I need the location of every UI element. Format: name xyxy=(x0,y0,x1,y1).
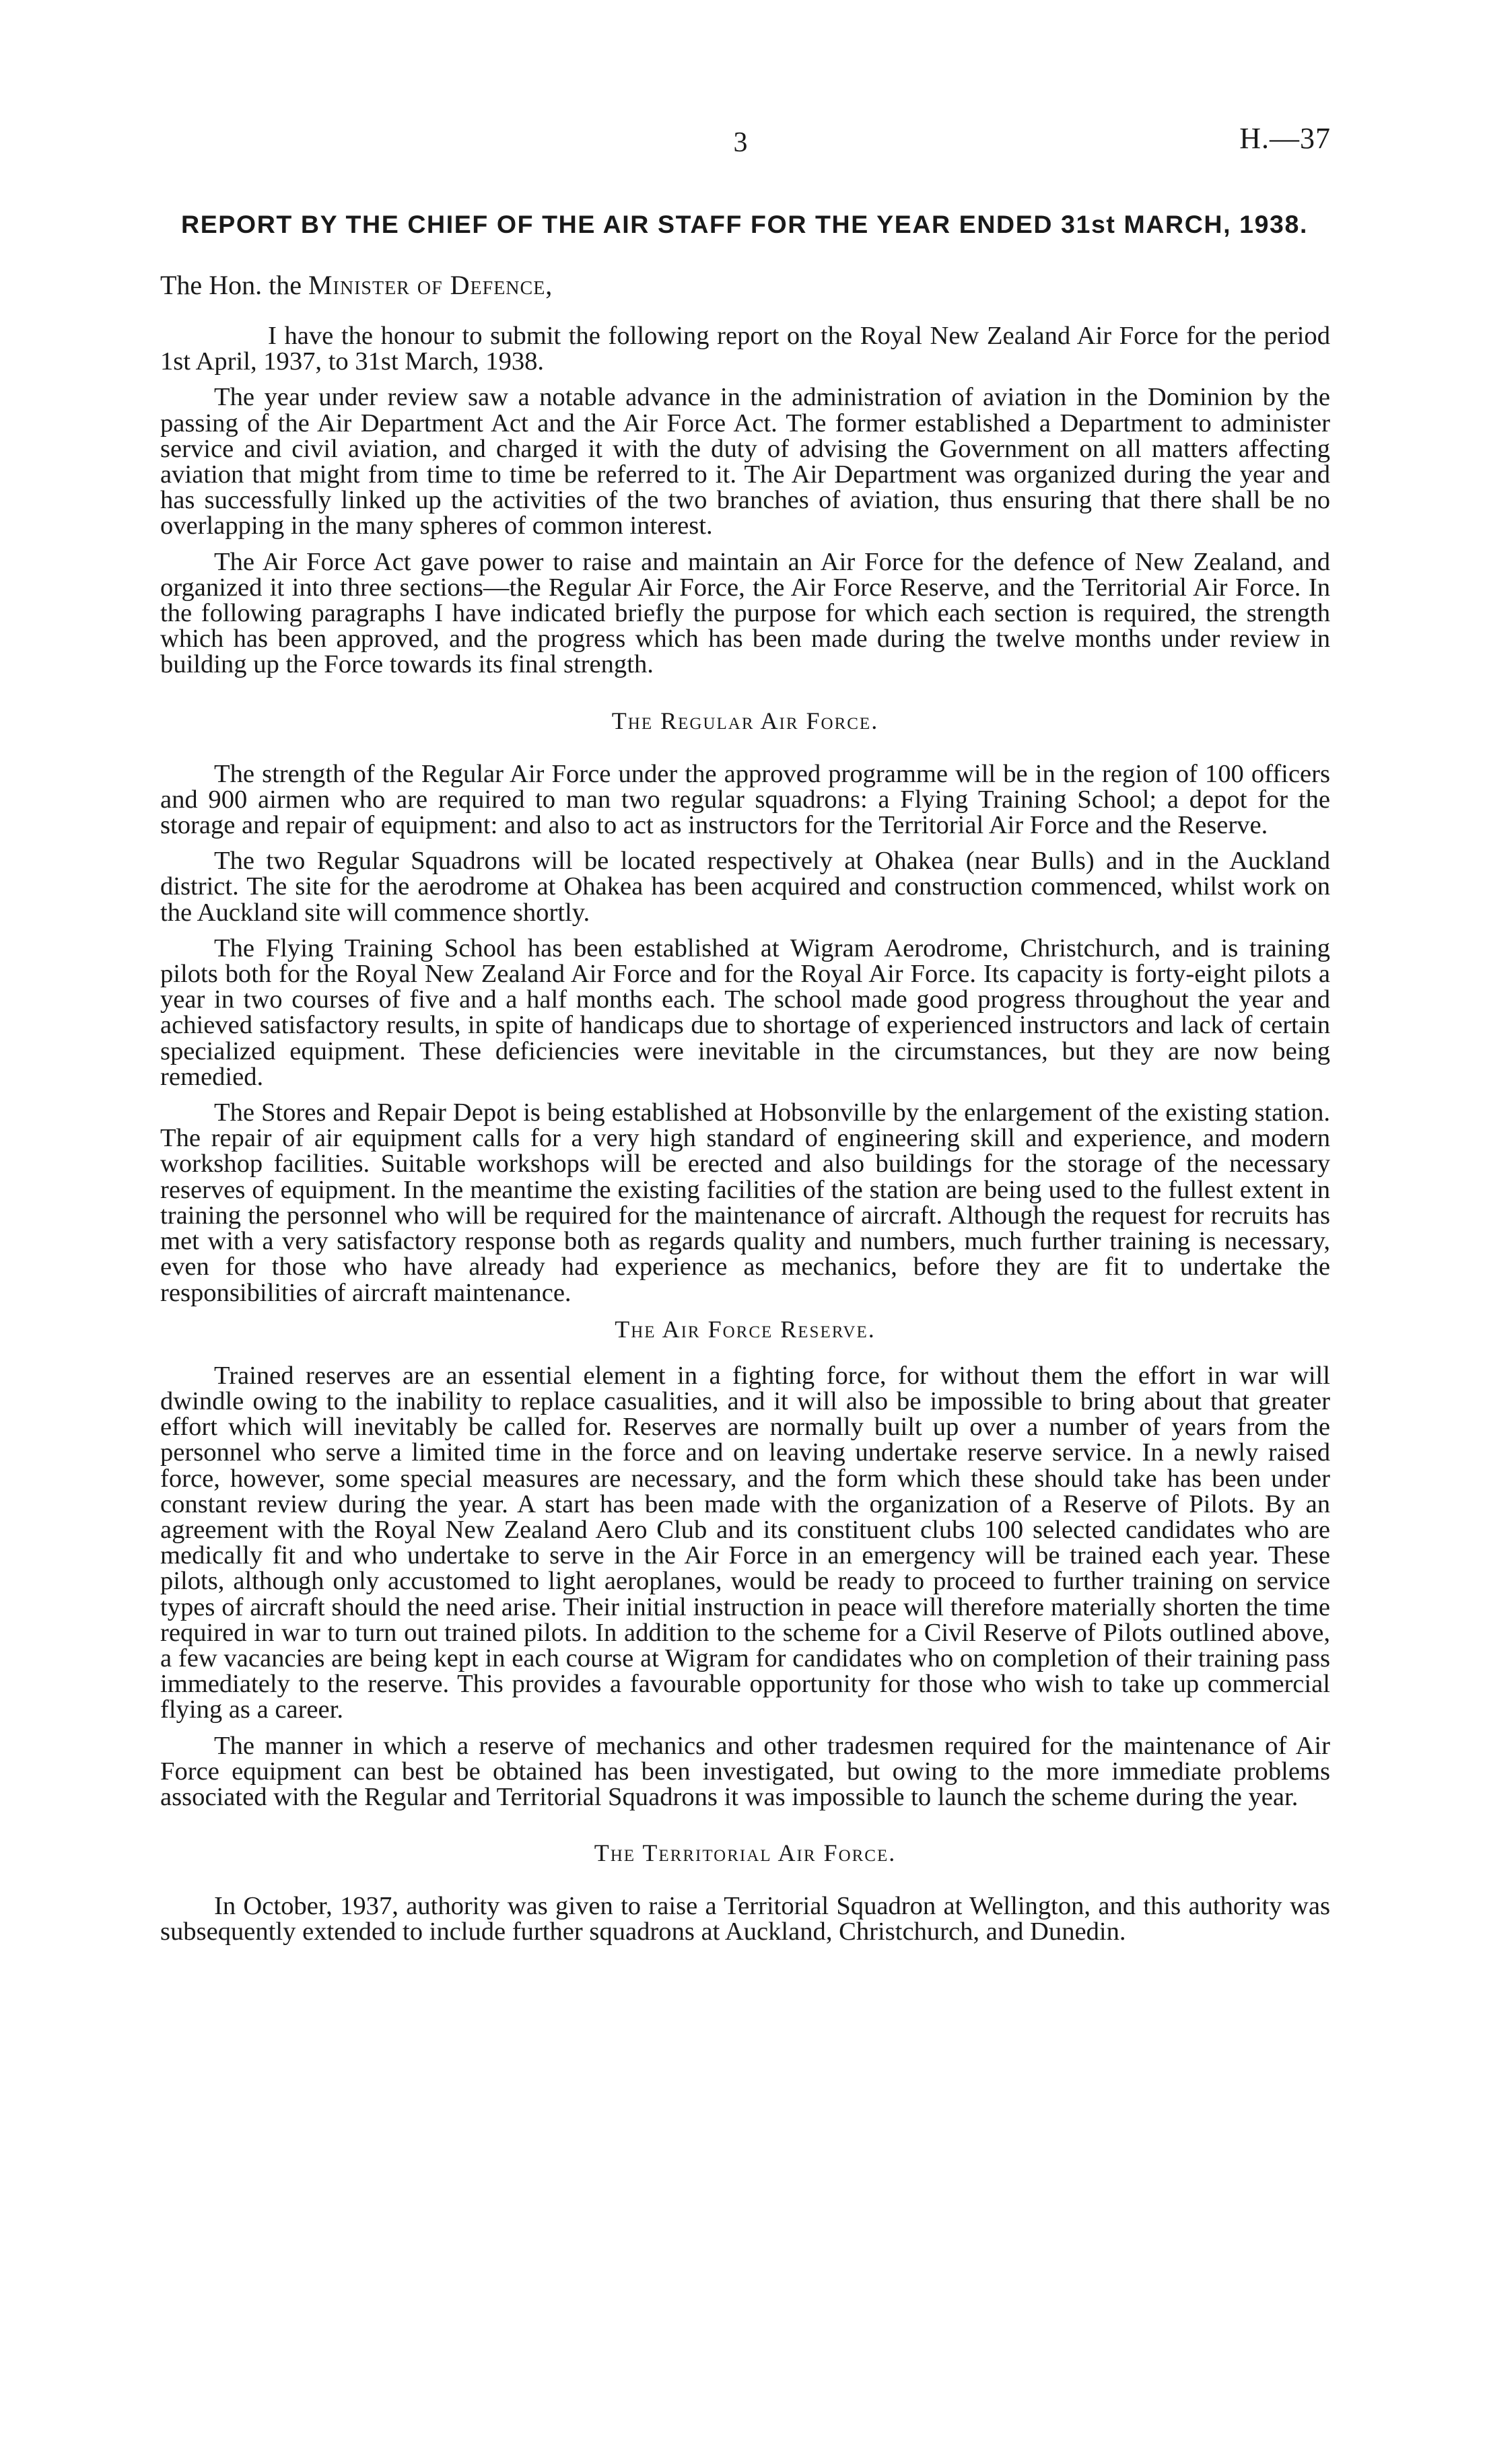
paragraph-stores-repair-depot: The Stores and Repair Depot is being established at Hobsonville by the enlargement of the existing station. The repair of air equipment calls for a very high standard of engineering skill and experience, and modern workshop facilities. Suitable workshops will be erected and also buildings for the storage of the necessary reserves of equipment. In the meantime the existing facilities of the station are being used to the fullest extent in training the personnel who will be required for the maintenance of aircraft. Although the request for recruits has met with a very satisfactory response both as regards quality and numbers, much further training is necessary, even for those who have already had experience as mechanics, before they are fit to undertake the responsibilities of aircraft maintenance. xyxy=(160,1098,1330,1307)
section-heading-territorial-air-force: The Territorial Air Force. xyxy=(594,1839,897,1867)
report-title: REPORT BY THE CHIEF OF THE AIR STAFF FOR THE YEAR ENDED 31st MARCH, 1938. xyxy=(181,210,1308,238)
paragraph-administration: The year under review saw a notable advance in the administration of aviation in the Dominion by the passing of the Air Department Act and the Air Force Act. The former established a Department to administer service and civil aviation, and charged it with the duty of advising the Government on all matters affecting aviation that might from time to time be referred to it. The Air Department was organized during the year and has successfully linked up the activities of the two branches of aviation, thus ensuring that there shall be no overlapping in the many spheres of common interest. xyxy=(160,383,1330,540)
page-number: 3 xyxy=(733,127,748,158)
paragraph-reserve-mechanics: The manner in which a reserve of mechanics and other tradesmen required for the maintenance of Air Force equipment can best be obtained has been investigated, but owing to the more immediate problems associated with the Regular and Territorial Squadrons it was impossible to launch the scheme during the year. xyxy=(160,1731,1330,1811)
salutation-prefix: The Hon. the xyxy=(160,270,302,300)
report-body xyxy=(160,323,1330,1955)
salutation-addressee: Minister of Defence, xyxy=(308,270,553,300)
paragraph-regular-squadrons: The two Regular Squadrons will be located respectively at Ohakea (near Bulls) and in the Auckland district. The site for the aerodrome at Ohakea has been acquired and construction commenced, whilst work on the Auckland site will commence shortly. xyxy=(160,847,1330,927)
section-heading-regular-air-force: The Regular Air Force. xyxy=(611,707,879,734)
salutation xyxy=(160,269,553,301)
paragraph-flying-training-school: The Flying Training School has been established at Wigram Aerodrome, Christchurch, and is training pilots both for the Royal New Zealand Air Force and for the Royal Air Force. Its capacity is forty-eight pilots a year in two courses of five and a half months each. The school made good progress throughout the year and achieved satisfactory results, in spite of handicaps due to shortage of experienced instructors and lack of certain specialized equipment. These deficiencies were inevitable in the circumstances, but they are now being remedied. xyxy=(160,934,1330,1091)
paragraph-regular-strength: The strength of the Regular Air Force under the approved programme will be in the region of 100 officers and 900 airmen who are required to man two regular squadrons: a Flying Training School; a depot for the storage and repair of equipment: and also to act as instructors for the Territorial Air Force and the Reserve. xyxy=(160,759,1330,840)
section-heading-air-force-reserve: The Air Force Reserve. xyxy=(615,1315,876,1343)
paragraph-trained-reserves: Trained reserves are an essential element in a fighting force, for without them the effort in war will dwindle owing to the inability to replace casualities, and it will also be impossible to bring about that greater effort which will inevitably be called for. Reserves are normally built up over a number of years from the personnel who serve a limited time in the force and on leaving undertake reserve service. In a newly raised force, however, some special measures are necessary, and the form which these should take has been under constant review during the year. A start has been made with the organization of a Reserve of Pilots. By an agreement with the Royal New Zealand Aero Club and its constituent clubs 100 selected candidates who are medically fit and who undertake to serve in the Air Force in an emergency will be trained each year. These pilots, although only accustomed to light aeroplanes, would be ready to proceed to further training on service types of aircraft should the need arise. Their initial instruction in peace will therefore materially shorten the time required in war to turn out trained pilots. In addition to the scheme for a Civil Reserve of Pilots outlined above, a few vacancies are being kept in each course at Wigram for candidates who on completion of their training pass immediately to the reserve. This provides a favourable opportunity for those who wish to take up commercial flying as a career. xyxy=(160,1361,1330,1724)
paragraph-air-force-act: The Air Force Act gave power to raise and maintain an Air Force for the defence of New Zealand, and organized it into three sections—the Regular Air Force, the Air Force Reserve, and the Territorial Air Force. In the following paragraphs I have indicated briefly the purpose for which each section is required, the strength which has been approved, and the progress which has been made during the twelve months under review in building up the Force towards its final strength. xyxy=(160,547,1330,679)
document-reference: H.—37 xyxy=(1239,122,1331,155)
paragraph-territorial-squadrons: In October, 1937, authority was given to raise a Territorial Squadron at Wellington, and this authority was subsequently extended to include further squadrons at Auckland, Christchurch, and Dunedin. xyxy=(160,1892,1330,1946)
paragraph-introduction: I have the honour to submit the following report on the Royal New Zealand Air Force for the period 1st April, 1937, to 31st March, 1938. xyxy=(160,322,1330,376)
